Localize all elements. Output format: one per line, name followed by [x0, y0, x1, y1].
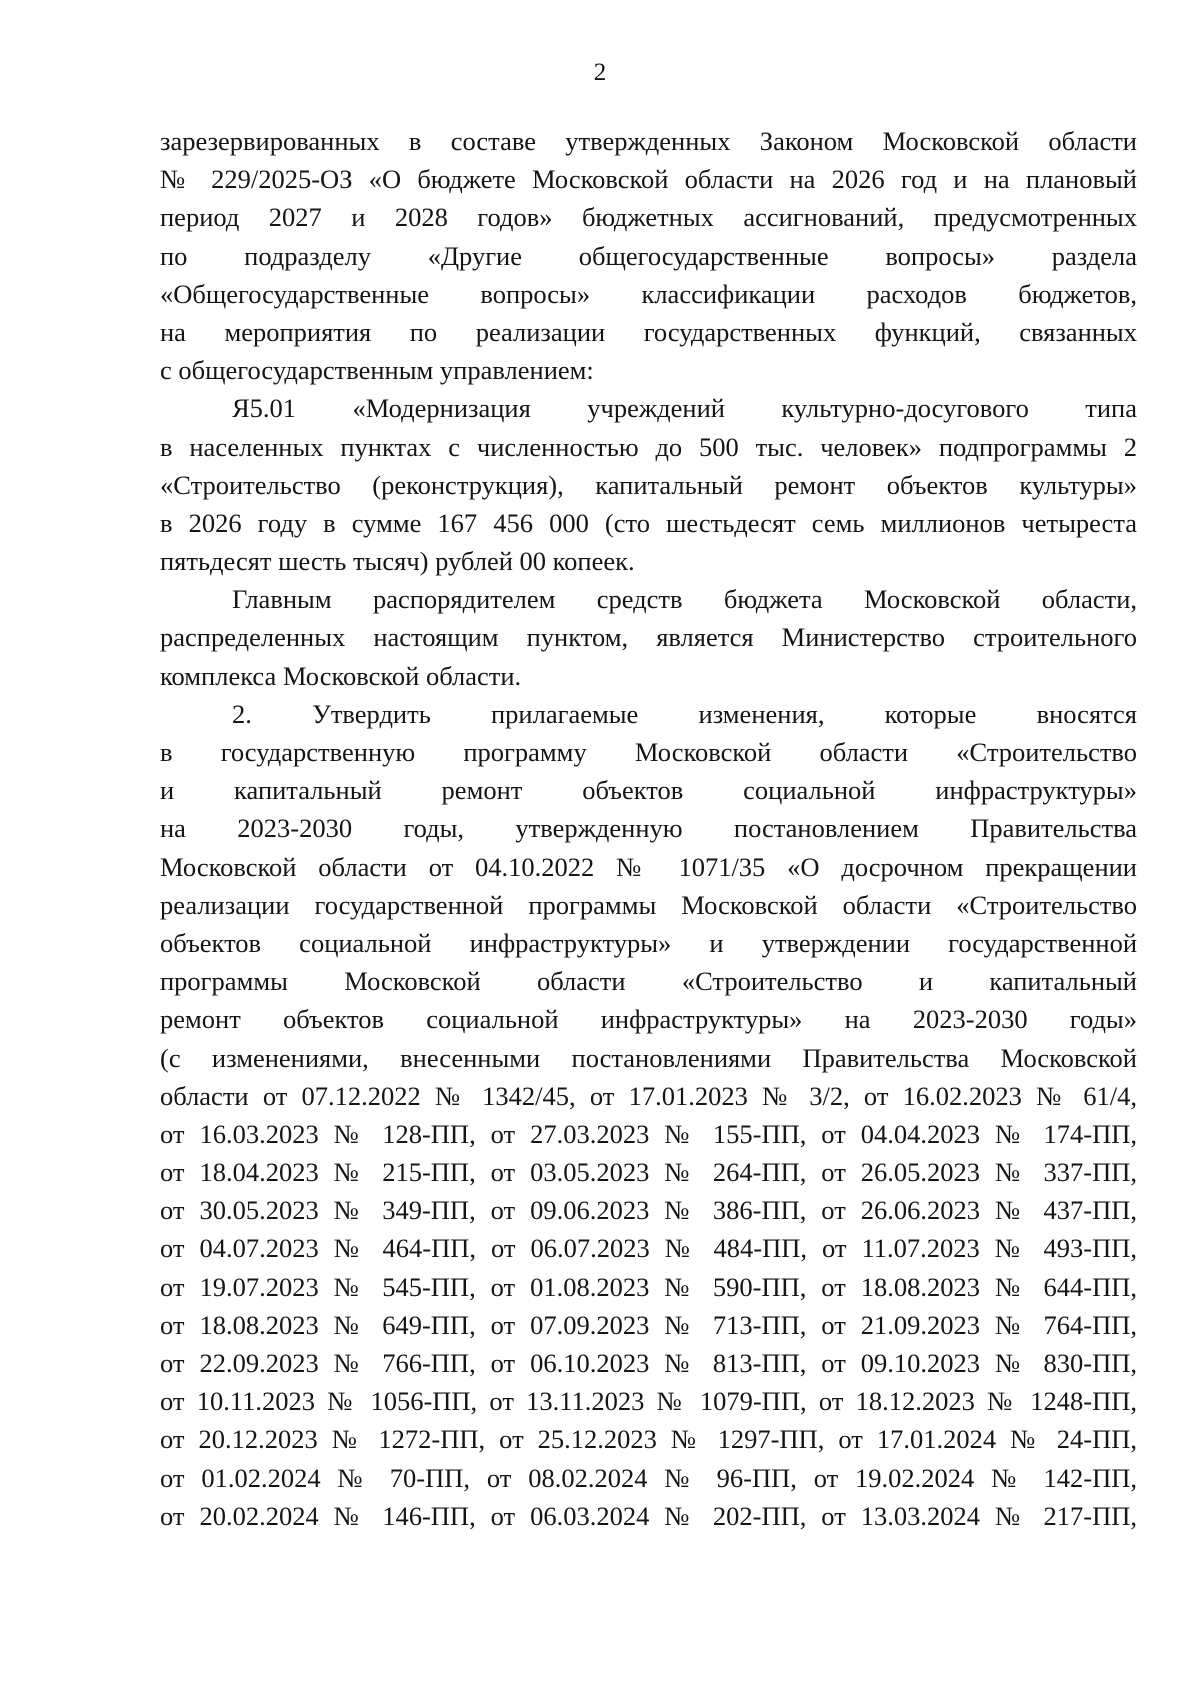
text-line: зарезервированных в составе утвержденных Законом Московской области: [160, 126, 1137, 156]
text-line: на 2023-2030 годы, утвержденную постановлением Правительства: [160, 813, 1137, 844]
text-line: от 10.11.2023 № 1056-ПП, от 13.11.2023 № 1079-ПП, от 18.12.2023 № 1248-ПП,: [160, 1386, 1137, 1417]
text-line: 2. Утвердить прилагаемые изменения, которые вносятся: [232, 698, 1137, 729]
text-line: с общегосударственным управлением:: [160, 355, 594, 386]
text-line: от 20.12.2023 № 1272-ПП, от 25.12.2023 № 1297-ПП, от 17.01.2024 № 24-ПП,: [160, 1424, 1137, 1455]
text-line: Московской области от 04.10.2022 № 1071/35 «О досрочном прекращении: [160, 851, 1137, 882]
text-line: от 16.03.2023 № 128-ПП, от 27.03.2023 № 155-ПП, от 04.04.2023 № 174-ПП,: [160, 1118, 1137, 1149]
text-line: в 2026 году в сумме 167 456 000 (сто шестьдесят семь миллионов четыреста: [160, 507, 1137, 538]
text-line: от 22.09.2023 № 766-ПП, от 06.10.2023 № 813-ПП, от 09.10.2023 № 830-ПП,: [160, 1348, 1137, 1378]
text-line: Главным распорядителем средств бюджета Московской области,: [232, 584, 1137, 615]
text-line: области от 07.12.2022 № 1342/45, от 17.01.2023 № 3/2, от 16.02.2023 № 61/4,: [160, 1080, 1137, 1111]
text-line: от 18.08.2023 № 649-ПП, от 07.09.2023 № 713-ПП, от 21.09.2023 № 764-ПП,: [160, 1309, 1137, 1340]
text-line: ремонт объектов социальной инфраструктуры» на 2023-2030 годы»: [160, 1004, 1137, 1035]
text-line: от 18.04.2023 № 215-ПП, от 03.05.2023 № 264-ПП, от 26.05.2023 № 337-ПП,: [160, 1157, 1137, 1188]
text-line: «Общегосударственные вопросы» классификации расходов бюджетов,: [160, 278, 1137, 309]
text-line: (с изменениями, внесенными постановлениями Правительства Московской: [160, 1042, 1137, 1073]
text-line: программы Московской области «Строительство и капитальный: [160, 966, 1137, 997]
text-line: по подразделу «Другие общегосударственные вопросы» раздела: [160, 240, 1137, 271]
text-line: от 30.05.2023 № 349-ПП, от 09.06.2023 № 386-ПП, от 26.06.2023 № 437-ПП,: [160, 1195, 1137, 1226]
text-line: реализации государственной программы Московской области «Строительство: [160, 889, 1137, 920]
text-line: пятьдесят шесть тысяч) рублей 00 копеек.: [160, 546, 635, 577]
document-body: [160, 122, 1137, 1535]
text-line: от 20.02.2024 № 146-ПП, от 06.03.2024 № 202-ПП, от 13.03.2024 № 217-ПП,: [160, 1500, 1137, 1531]
page-number: 2: [593, 59, 607, 86]
text-line: на мероприятия по реализации государственных функций, связанных: [160, 316, 1137, 347]
text-line: Я5.01 «Модернизация учреждений культурно-досугового типа: [232, 393, 1137, 424]
text-line: № 229/2025-ОЗ «О бюджете Московской области на 2026 год и на плановый: [160, 164, 1137, 195]
text-line: от 01.02.2024 № 70-ПП, от 08.02.2024 № 96-ПП, от 19.02.2024 № 142-ПП,: [160, 1462, 1137, 1493]
text-line: от 04.07.2023 № 464-ПП, от 06.07.2023 № 484-ПП, от 11.07.2023 № 493-ПП,: [160, 1233, 1137, 1264]
text-line: в государственную программу Московской области «Строительство: [160, 737, 1137, 767]
text-line: комплекса Московской области.: [160, 660, 522, 691]
text-line: в населенных пунктах с численностью до 500 тыс. человек» подпрограммы 2: [160, 431, 1137, 462]
text-line: распределенных настоящим пунктом, является Министерство строительного: [160, 622, 1137, 653]
text-line: и капитальный ремонт объектов социальной инфраструктуры»: [160, 775, 1137, 806]
text-line: период 2027 и 2028 годов» бюджетных ассигнований, предусмотренных: [160, 202, 1137, 233]
text-line: объектов социальной инфраструктуры» и утверждении государственной: [160, 927, 1137, 958]
text-line: от 19.07.2023 № 545-ПП, от 01.08.2023 № 590-ПП, от 18.08.2023 № 644-ПП,: [160, 1271, 1137, 1302]
text-line: «Строительство (реконструкция), капитальный ремонт объектов культуры»: [160, 469, 1137, 500]
